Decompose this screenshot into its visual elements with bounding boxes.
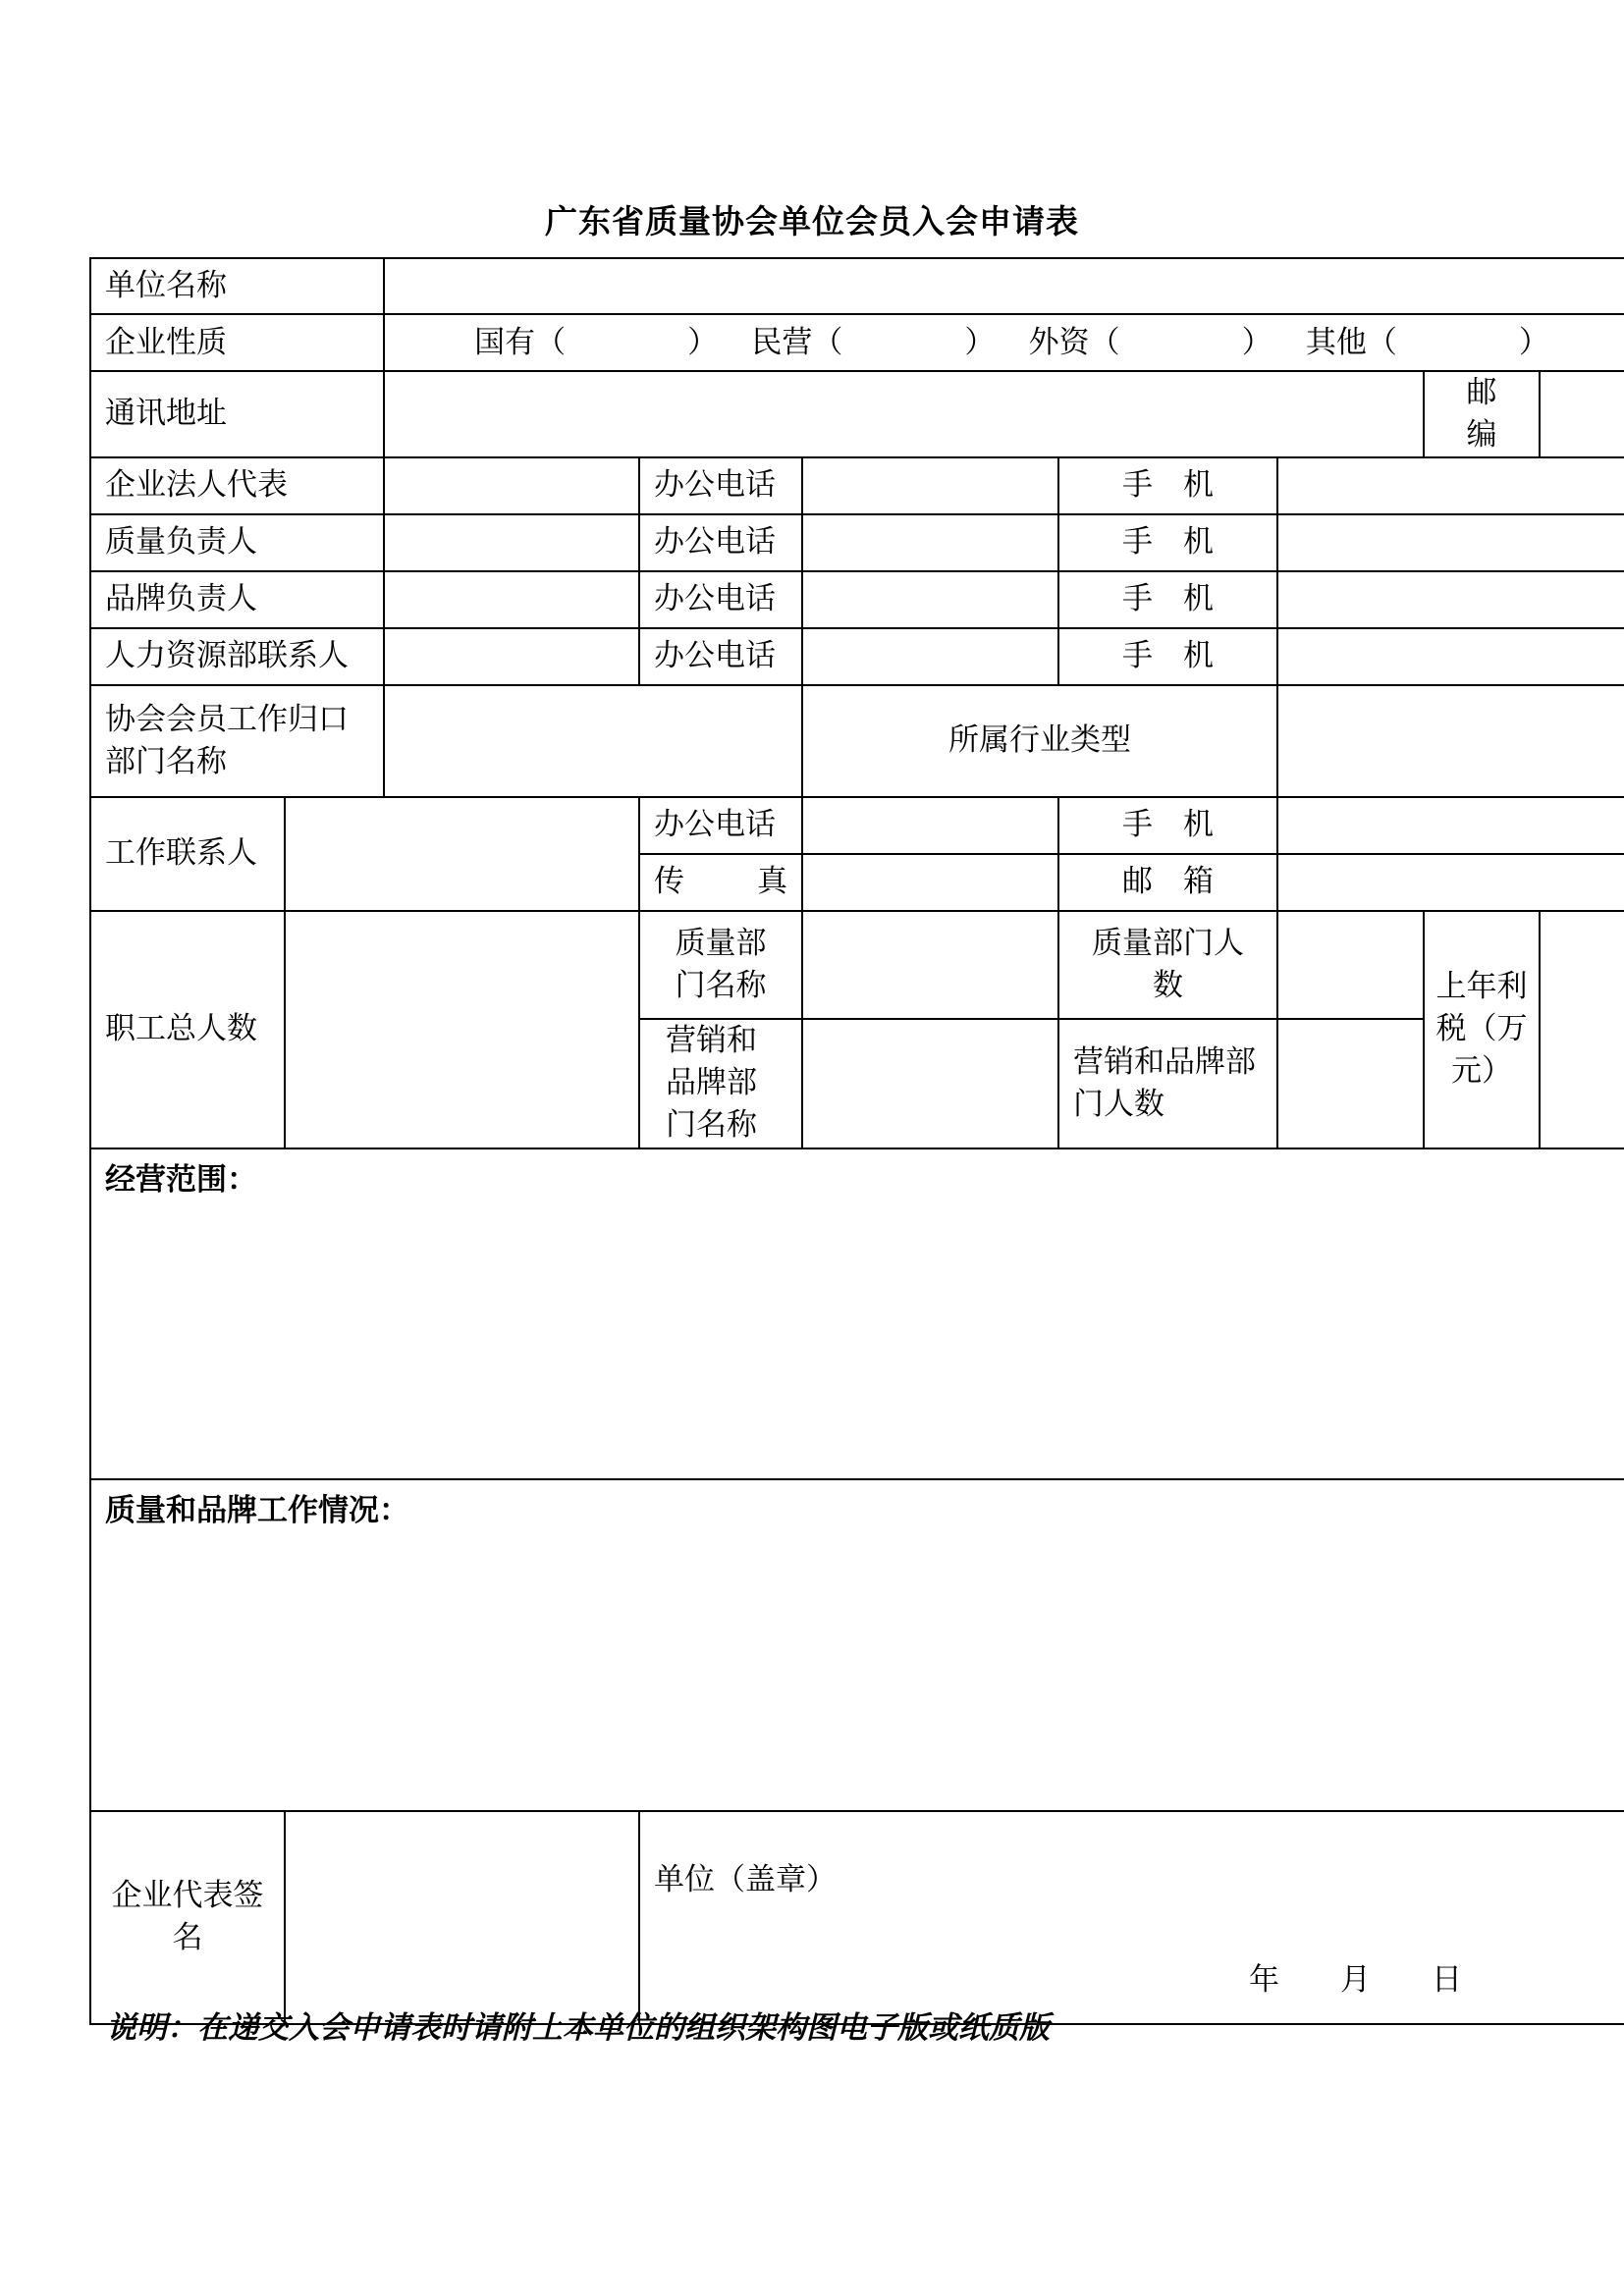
label-legal-rep: 企业法人代表	[90, 457, 384, 514]
field-fax[interactable]	[802, 854, 1058, 911]
label-marketing-dept-name: 营销和品牌部门名称	[639, 1019, 802, 1148]
field-postcode[interactable]	[1540, 371, 1624, 457]
field-hr-contact[interactable]	[384, 628, 639, 685]
page-title: 广东省质量协会单位会员入会申请表	[545, 202, 1079, 240]
section-quality-brand-work[interactable]	[90, 1479, 1624, 1811]
label-rep-signature: 企业代表签名	[90, 1811, 285, 2024]
field-brand-head[interactable]	[384, 571, 639, 628]
label-mobile: 手 机	[1058, 514, 1277, 571]
label-mobile: 手 机	[1058, 797, 1277, 854]
field-unit-name[interactable]	[384, 258, 1624, 314]
label-business-scope: 经营范围：	[105, 1161, 257, 1198]
label-office-phone: 办公电话	[639, 797, 802, 854]
field-hr-contact-office-phone[interactable]	[802, 628, 1058, 685]
field-marketing-dept-count[interactable]	[1277, 1019, 1424, 1148]
field-member-dept[interactable]	[384, 685, 802, 797]
label-office-phone: 办公电话	[639, 628, 802, 685]
field-marketing-dept-name[interactable]	[802, 1019, 1058, 1148]
footnote: 说明：在递交入会申请表时请附上本单位的组织架构图电子版或纸质版	[106, 2010, 1050, 2046]
label-member-dept: 协会会员工作归口部门名称	[90, 685, 384, 797]
option-other[interactable]: 其他（ ）	[1305, 324, 1549, 360]
application-form-table	[89, 257, 1624, 2025]
field-legal-rep-office-phone[interactable]	[802, 457, 1058, 514]
label-last-year-tax: 上年利税（万元）	[1424, 911, 1540, 1148]
field-work-contact[interactable]	[285, 797, 639, 911]
label-quality-brand-work: 质量和品牌工作情况：	[105, 1492, 409, 1528]
label-unit-name: 单位名称	[90, 258, 384, 314]
option-foreign[interactable]: 外资（ ）	[1028, 324, 1272, 360]
label-marketing-dept-count: 营销和品牌部门人数	[1058, 1019, 1277, 1148]
field-legal-rep-mobile[interactable]	[1277, 457, 1624, 514]
field-work-contact-office-phone[interactable]	[802, 797, 1058, 854]
field-quality-head-mobile[interactable]	[1277, 514, 1624, 571]
label-mobile: 手 机	[1058, 457, 1277, 514]
field-enterprise-nature[interactable]	[384, 314, 1624, 371]
field-unit-seal[interactable]	[639, 1811, 1624, 2024]
label-quality-dept-name: 质量部门名称	[639, 911, 802, 1019]
field-brand-head-mobile[interactable]	[1277, 571, 1624, 628]
field-email[interactable]	[1277, 854, 1624, 911]
label-address: 通讯地址	[90, 371, 384, 457]
field-quality-dept-name[interactable]	[802, 911, 1058, 1019]
field-brand-head-office-phone[interactable]	[802, 571, 1058, 628]
label-office-phone: 办公电话	[639, 514, 802, 571]
label-industry-type: 所属行业类型	[802, 685, 1277, 797]
label-brand-head: 品牌负责人	[90, 571, 384, 628]
field-quality-dept-count[interactable]	[1277, 911, 1424, 1019]
label-quality-head: 质量负责人	[90, 514, 384, 571]
field-work-contact-mobile[interactable]	[1277, 797, 1624, 854]
field-total-staff[interactable]	[285, 911, 639, 1148]
label-total-staff: 职工总人数	[90, 911, 285, 1148]
field-address[interactable]	[384, 371, 1424, 457]
label-work-contact: 工作联系人	[90, 797, 285, 911]
field-industry-type[interactable]	[1277, 685, 1624, 797]
field-legal-rep[interactable]	[384, 457, 639, 514]
label-office-phone: 办公电话	[639, 457, 802, 514]
label-unit-seal: 单位（盖章）	[654, 1861, 837, 1897]
field-last-year-tax[interactable]	[1540, 911, 1624, 1148]
label-mobile: 手 机	[1058, 628, 1277, 685]
label-fax: 传 真	[639, 854, 802, 911]
label-postcode: 邮 编	[1424, 371, 1540, 457]
label-hr-contact: 人力资源部联系人	[90, 628, 384, 685]
label-enterprise-nature: 企业性质	[90, 314, 384, 371]
field-quality-head[interactable]	[384, 514, 639, 571]
label-mobile: 手 机	[1058, 571, 1277, 628]
option-state-owned[interactable]: 国有（ ）	[474, 324, 719, 360]
field-rep-signature[interactable]	[285, 1811, 639, 2024]
section-business-scope[interactable]	[90, 1148, 1624, 1479]
label-quality-dept-count: 质量部门人数	[1058, 911, 1277, 1019]
label-date: 年 月 日	[1249, 1961, 1463, 1998]
label-email: 邮 箱	[1058, 854, 1277, 911]
option-private[interactable]: 民营（ ）	[751, 324, 996, 360]
field-hr-contact-mobile[interactable]	[1277, 628, 1624, 685]
label-office-phone: 办公电话	[639, 571, 802, 628]
field-quality-head-office-phone[interactable]	[802, 514, 1058, 571]
